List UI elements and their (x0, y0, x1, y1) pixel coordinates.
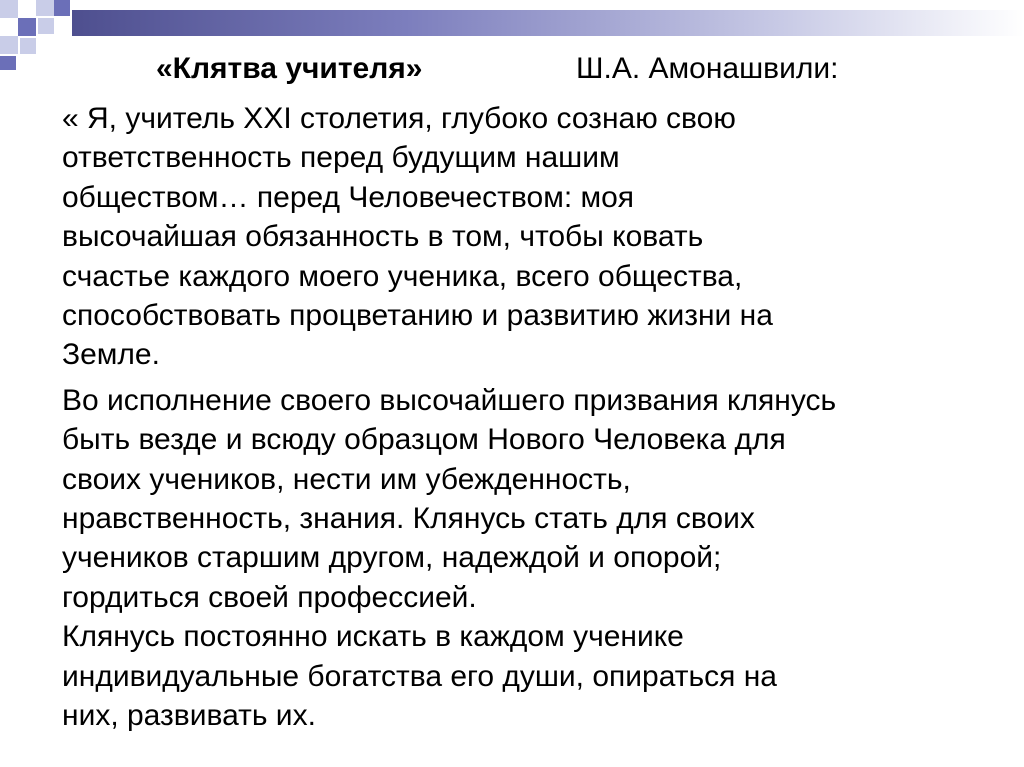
text-line: Во исполнение своего высочайшего призвания клянусь (62, 383, 837, 417)
text-line: нравственность, знания. Клянусь стать для своих (62, 502, 755, 536)
decor-square (36, 0, 54, 16)
text-line: обществом… перед Человечеством: моя (62, 180, 635, 214)
decor-square (38, 38, 54, 54)
decor-square (18, 0, 34, 16)
text-line: счастье каждого моего ученика, всего общества, (62, 259, 743, 293)
paragraph-2 (62, 381, 1012, 736)
slide-title: «Клятва учителя» (156, 52, 423, 85)
text-line: высочайшая обязанность в том, чтобы ковать (62, 220, 704, 254)
decor-square (0, 18, 16, 34)
text-line: способствовать процветанию и развитию жизни на (62, 299, 773, 333)
slide-header (156, 51, 839, 87)
decor-square (0, 56, 16, 70)
decor-square (38, 18, 54, 34)
slide-author: Ш.А. Амонашвили: (576, 52, 839, 85)
slide-body (62, 99, 1012, 736)
text-line: быть везде и всюду образцом Нового Человека для (62, 423, 786, 457)
text-line: гордиться своей профессией. (62, 580, 477, 614)
decor-square (18, 18, 36, 36)
decor-square (20, 38, 36, 54)
top-gradient-bar (72, 10, 1024, 36)
text-line: Клянусь постоянно искать в каждом ученике (62, 620, 684, 654)
text-line: индивидуальные богатства его души, опираться на (62, 659, 777, 693)
text-line: них, развивать их. (62, 699, 316, 733)
decor-square (54, 0, 70, 16)
text-line: ответственность перед будущим нашим (62, 141, 620, 175)
decor-square (0, 0, 18, 18)
text-line: своих учеников, нести им убежденность, (62, 462, 631, 496)
decor-square (0, 36, 18, 54)
text-line: учеников старшим другом, надеждой и опорой; (62, 541, 722, 575)
text-line: Земле. (62, 338, 160, 372)
text-line: « Я, учитель XXI столетия, глубоко сознаю свою (62, 102, 736, 135)
paragraph-1 (62, 99, 1012, 375)
